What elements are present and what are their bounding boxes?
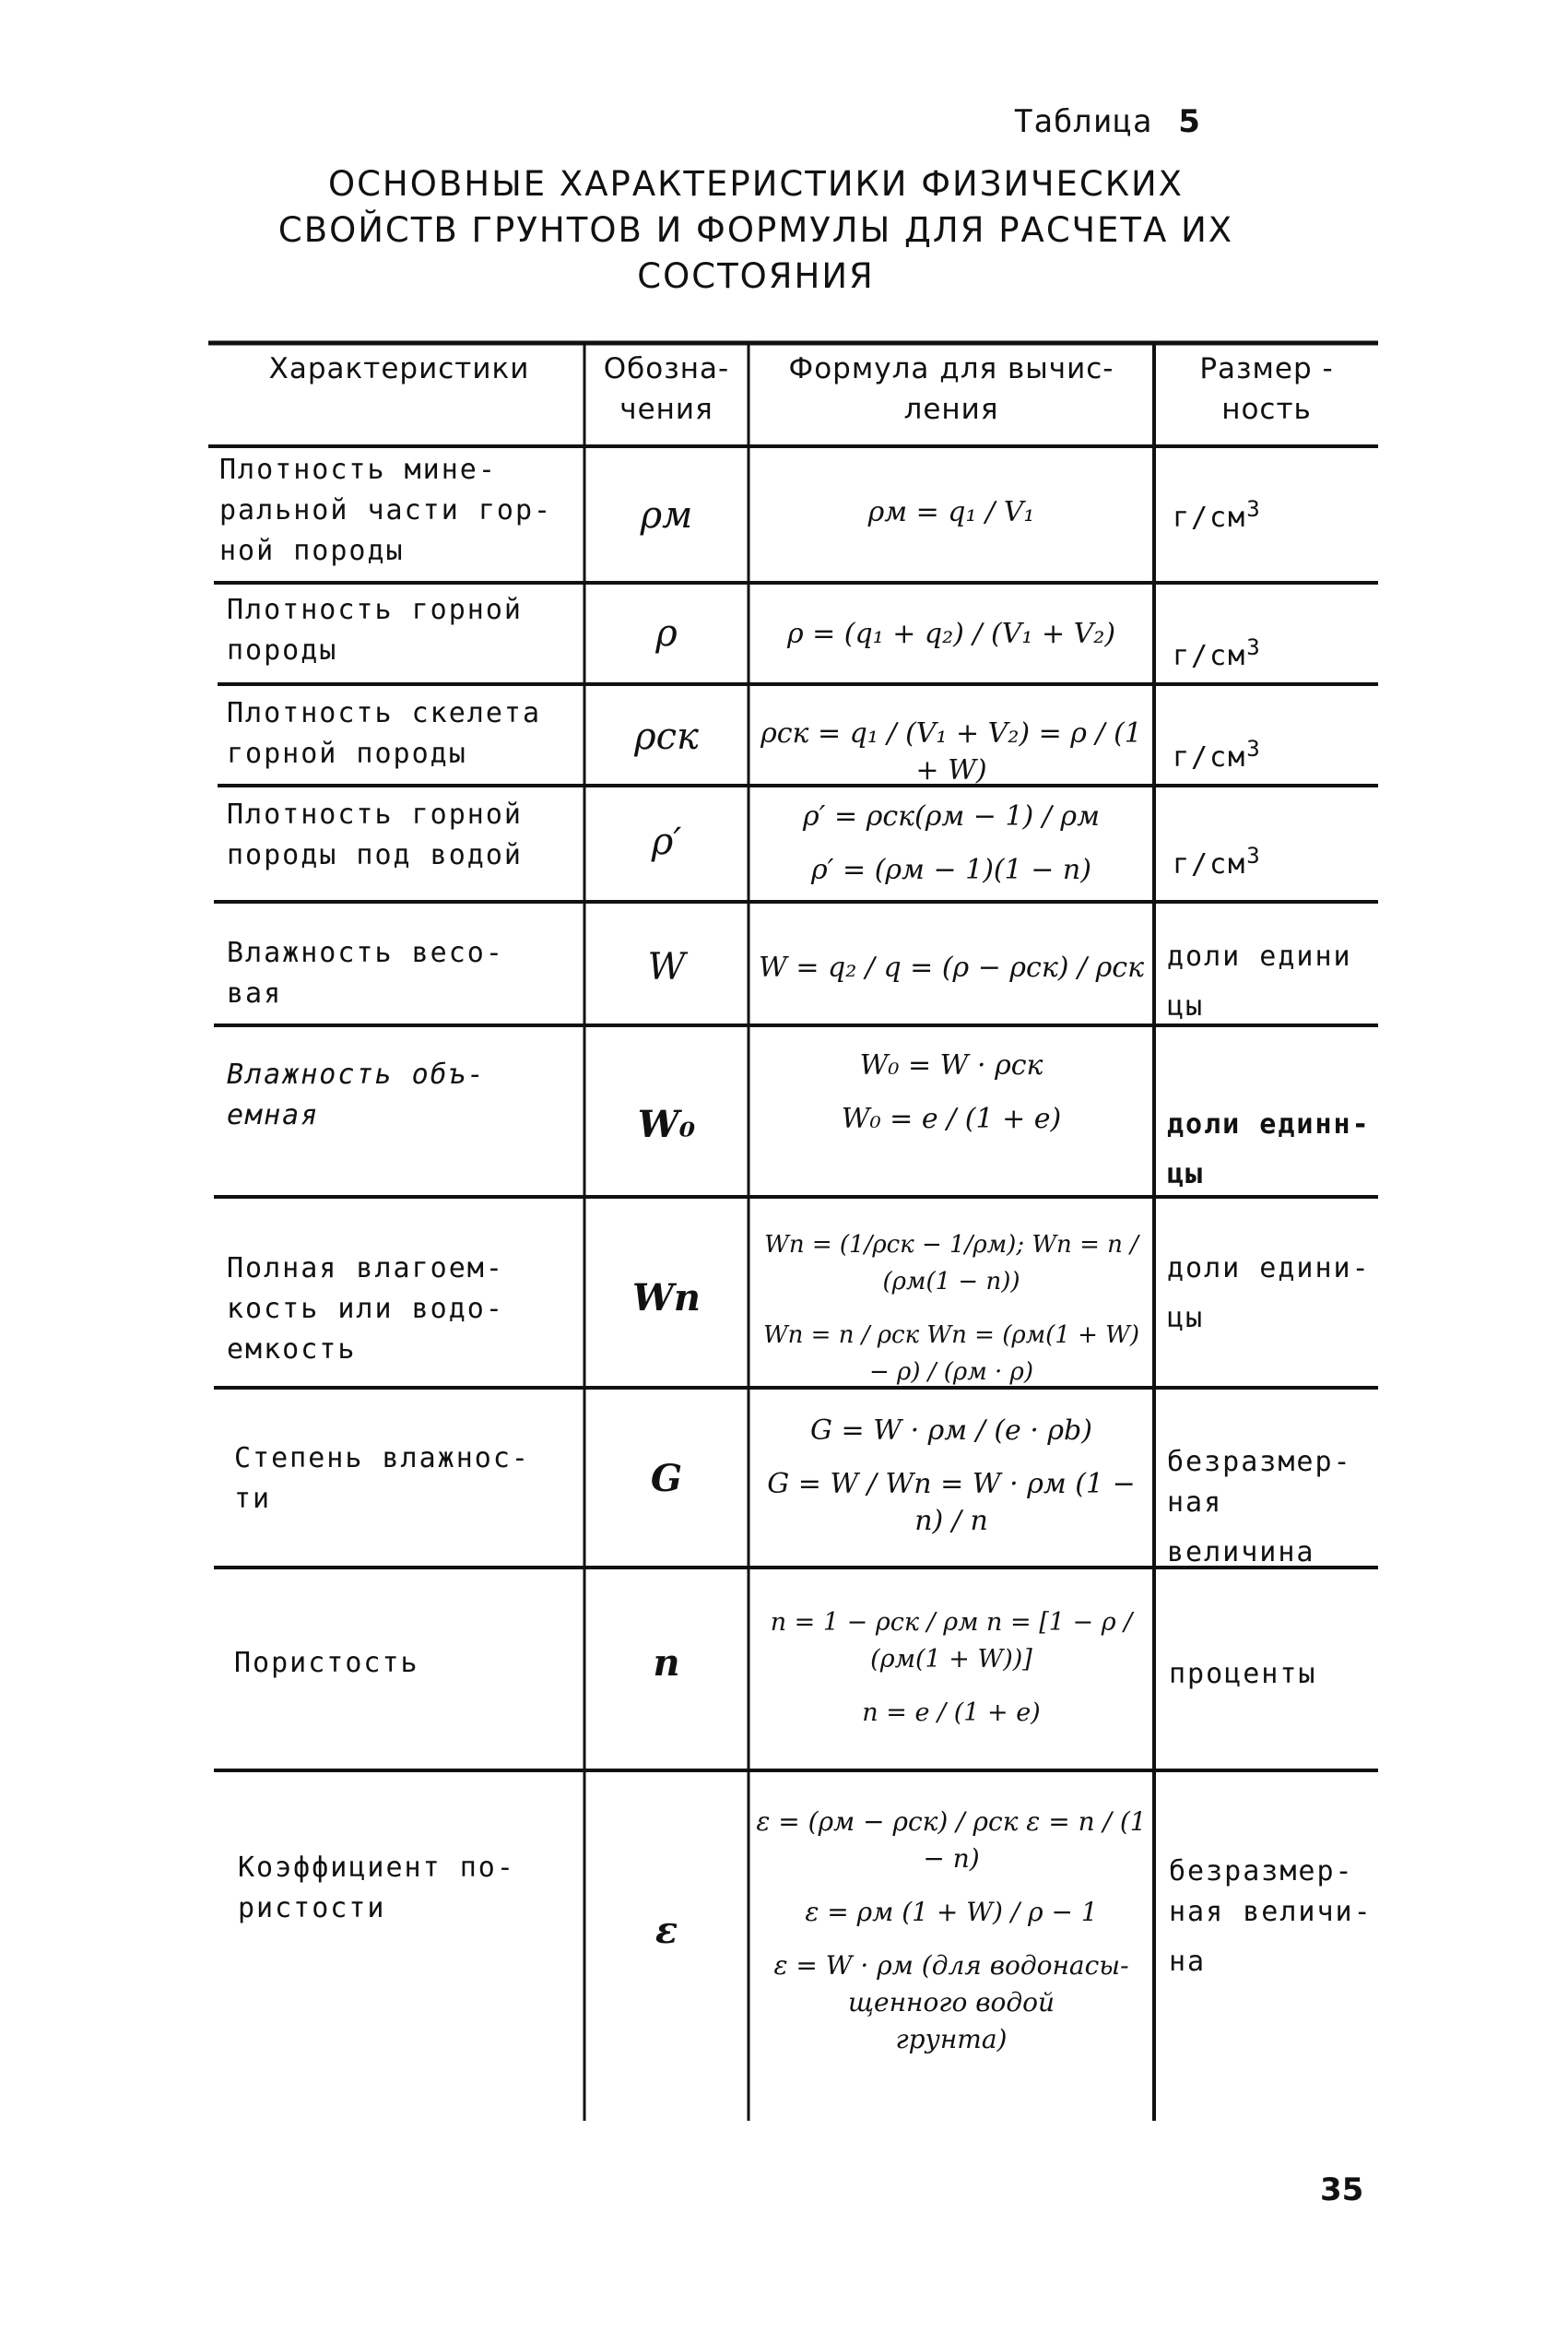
row-name: Плотность мине- ральной части гор- ной породы xyxy=(219,454,553,567)
row-formula xyxy=(750,799,1152,905)
formula-line: ε = ρм (1 + W) / ρ − 1 xyxy=(805,1897,1098,1927)
row-symbol: ρм xyxy=(640,494,693,537)
unit-text: г/см xyxy=(1173,640,1247,672)
row-name: Коэффициент по- ристости xyxy=(238,1852,515,1924)
row-formula xyxy=(750,1804,1152,2075)
row-name: Плотность горной породы xyxy=(227,594,523,667)
row-formula xyxy=(750,950,1152,1003)
table-label-text: Таблица xyxy=(1014,103,1153,140)
row-name: Влажность весо- вая xyxy=(227,937,504,1010)
row-symbol: ρск xyxy=(634,716,699,758)
row-formula xyxy=(750,1047,1152,1154)
formula-line: W = q₂ / q = (ρ − ρск) / ρск xyxy=(758,952,1144,984)
unit-sup: 3 xyxy=(1246,496,1262,522)
row-symbol: ρ′ xyxy=(651,821,682,863)
row-unit xyxy=(1173,627,1375,677)
formula-line: ρ′ = (ρм − 1)(1 − n) xyxy=(811,854,1091,886)
row-formula xyxy=(750,616,1152,669)
row-unit xyxy=(1173,835,1375,885)
formula-line: n = 1 − ρск / ρм n = [1 − ρ / (ρм(1 + W))] xyxy=(770,1608,1133,1674)
row-unit xyxy=(1173,728,1375,778)
title-line-1: ОСНОВНЫЕ ХАРАКТЕРИСТИКИ ФИЗИЧЕСКИХ xyxy=(327,164,1185,204)
row-name: Влажность объ- емная xyxy=(227,1059,486,1131)
row-name: Пористость xyxy=(234,1647,419,1679)
header-formula: Формула для вычис- ления xyxy=(788,352,1114,426)
formula-line: G = W / Wп = W · ρм (1 − n) / n xyxy=(767,1468,1136,1537)
row-symbol: G xyxy=(650,1457,683,1500)
row-unit xyxy=(1167,937,1377,1027)
formula-line: W₀ = W · ρск xyxy=(859,1049,1043,1082)
formula-line: ρ′ = ρск(ρм − 1) / ρм xyxy=(803,800,1100,833)
row-formula xyxy=(750,494,1152,548)
row-symbol: W xyxy=(647,946,686,988)
row-unit xyxy=(1167,1442,1377,1573)
formula-line: W₀ = e / (1 + e) xyxy=(841,1103,1062,1135)
unit-text: доли едини цы xyxy=(1167,941,1352,1023)
formula-line: Wп = n / ρск Wп = (ρм(1 + W) − ρ) / (ρм · ρ) xyxy=(762,1321,1140,1386)
page-title xyxy=(212,161,1300,300)
unit-text: г/см xyxy=(1173,741,1247,774)
formula-line: ρ = (q₁ + q₂) / (V₁ + V₂) xyxy=(786,618,1116,650)
formula-line: ρск = q₁ / (V₁ + V₂) = ρ / (1 + W) xyxy=(760,717,1142,787)
row-symbol: n xyxy=(653,1641,680,1685)
row-name: Плотность скелета горной породы xyxy=(227,697,542,770)
row-formula xyxy=(750,1413,1152,1556)
formula-line: ρм = q₁ / V₁ xyxy=(867,496,1035,528)
row-name: Степень влажнос- ти xyxy=(234,1442,530,1515)
unit-text: г/см xyxy=(1173,848,1247,881)
formula-line: ε = (ρм − ρск) / ρск ε = n / (1 − n) xyxy=(756,1806,1147,1874)
row-name: Полная влагоем- кость или водо- емкость xyxy=(227,1252,504,1366)
unit-text: доли единн- цы xyxy=(1167,1108,1371,1190)
row-formula xyxy=(750,716,1152,806)
unit-text: безразмер- ная величи- на xyxy=(1169,1855,1373,1978)
row-unit xyxy=(1169,1645,1377,1695)
title-line-2: СВОЙСТВ ГРУНТОВ И ФОРМУЛЫ ДЛЯ РАСЧЕТА ИХ xyxy=(277,210,1234,250)
row-symbol: Wп xyxy=(631,1276,701,1319)
row-symbol: W₀ xyxy=(637,1103,696,1146)
unit-sup: 3 xyxy=(1246,736,1262,762)
unit-text: г/см xyxy=(1173,502,1247,534)
unit-text: проценты xyxy=(1169,1658,1317,1690)
unit-sup: 3 xyxy=(1246,634,1262,660)
page-number: 35 xyxy=(1320,2171,1364,2208)
header-unit: Размер - ность xyxy=(1199,352,1334,426)
row-formula xyxy=(750,1226,1152,1407)
row-symbol: ε xyxy=(654,1909,678,1952)
row-unit xyxy=(1173,489,1375,538)
title-line-3: СОСТОЯНИЯ xyxy=(637,256,875,296)
unit-text: безразмер- ная величина xyxy=(1167,1446,1352,1568)
row-name: Плотность горной породы под водой xyxy=(227,799,523,871)
table-label xyxy=(1014,103,1201,140)
formula-line: n = e / (1 + e) xyxy=(862,1698,1041,1727)
row-unit xyxy=(1169,1852,1377,1982)
row-unit xyxy=(1167,1105,1377,1195)
formula-line: Wп = (1/ρск − 1/ρм); Wп = n / (ρм(1 − n)) xyxy=(764,1231,1138,1296)
table-number: 5 xyxy=(1178,103,1201,140)
unit-text: доли едини- цы xyxy=(1167,1252,1371,1334)
header-characteristic: Характеристики xyxy=(268,352,530,385)
header-symbol: Обозна- чения xyxy=(603,352,730,426)
row-formula xyxy=(750,1604,1152,1748)
formula-line: G = W · ρм / (e · ρb) xyxy=(810,1414,1092,1447)
row-unit xyxy=(1167,1248,1377,1339)
row-symbol: ρ xyxy=(655,612,678,655)
formula-line: ε = W · ρм (для водонасы- щенного водой грунта) xyxy=(773,1950,1129,2054)
unit-sup: 3 xyxy=(1246,843,1262,869)
